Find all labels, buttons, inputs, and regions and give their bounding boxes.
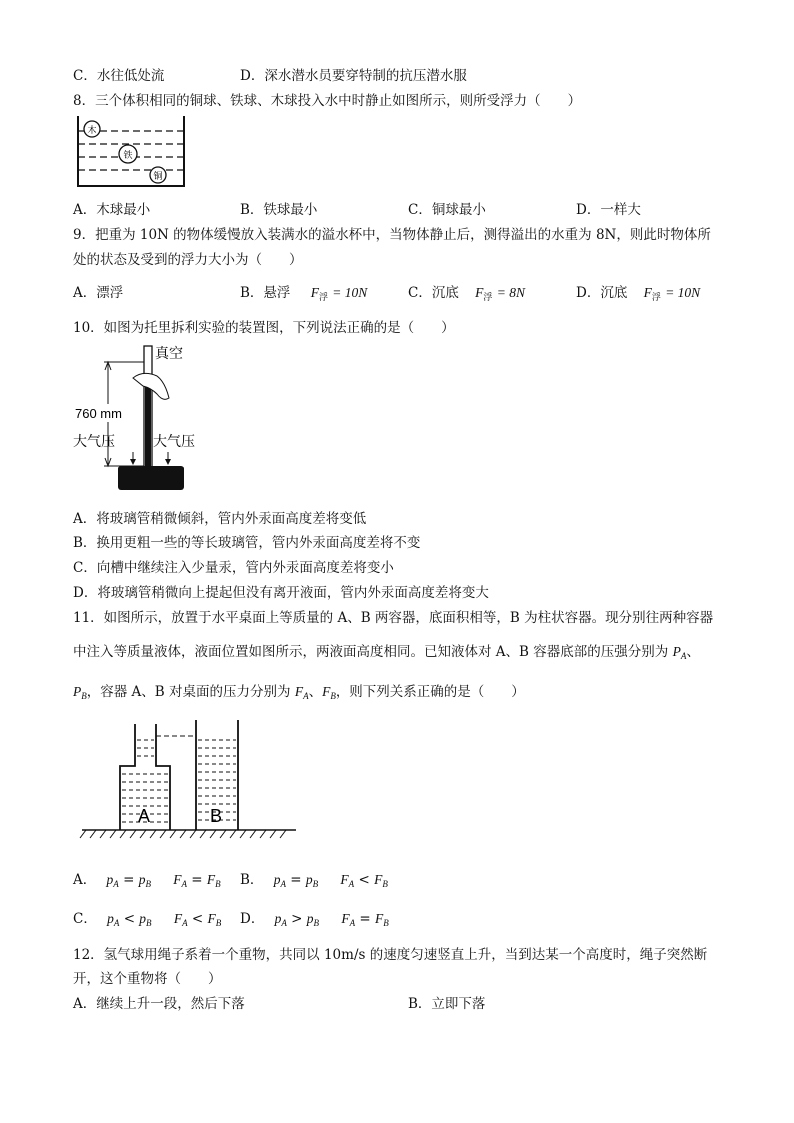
q11-option-c: C． $p_A < p_B$ $F_A < F_B$ [73,911,222,928]
q8-option-d: D．一样大 [576,202,641,218]
q8-option-a: A．木球最小 [73,202,151,218]
q11-option-d: D． $p_A > p_B$ $F_A = F_B$ [240,911,389,928]
q8-copper-ball-label: 铜 [153,172,163,182]
atm-right-label: 大气压 [153,433,195,449]
q11-option-a: A． $p_A = p_B$ $F_A = F_B$ [73,872,221,889]
q10-option-a: A．将玻璃管稍微倾斜，管内外汞面高度差将变低 [73,511,367,527]
vacuum-label: 真空 [155,345,183,361]
q10-option-d: D．将玻璃管稍微向上提起但没有离开液面，管内外汞面高度差将变大 [73,585,489,601]
height-label: 760 mm [75,406,122,421]
container-a-label: A [138,806,151,826]
q8-wood-ball-label: 木 [87,126,97,136]
q9-stem-line2: 处的状态及受到的浮力大小为（ ） [73,252,303,268]
q12-stem-line2: 开，这个重物将（ ） [73,971,222,987]
q11-stem-line1: 11．如图所示，放置于水平桌面上等质量的 A、B 两容器，底面积相等，B 为柱状容器。现分别往两种容器 [73,610,714,626]
q9-option-b: B．悬浮 $F_浮 = 10N$ [240,285,368,303]
q9-stem-line1: 9．把重为 10N 的物体缓慢放入装满水的溢水杯中，当物体静止后，测得溢出的水重为 8N，则此时物体所 [73,227,711,243]
q10-option-b: B．换用更粗一些的等长玻璃管，管内外汞面高度差将不变 [73,535,421,551]
q11-containers-figure [80,718,300,843]
q9-option-a: A．漂浮 [73,285,124,301]
q12-option-b: B．立即下落 [408,996,486,1012]
q10-stem: 10．如图为托里拆利实验的装置图，下列说法正确的是（ ） [73,320,455,336]
q7-option-d: D．深水潜水员要穿特制的抗压潜水服 [240,68,467,84]
q8-stem: 8．三个体积相同的铜球、铁球、木球投入水中时静止如图所示，则所受浮力（ ） [73,93,582,109]
q11-stem-line2: 中注入等质量液体，液面位置如图所示，两液面高度相同。已知液体对 A、B 容器底部的压强分别为 $P_A$、 [73,644,700,661]
q10-torricelli-figure [73,340,203,495]
q7-option-c: C．水往低处流 [73,68,165,84]
q9-option-d: D．沉底 $F_浮 = 10N$ [576,285,701,303]
q8-iron-ball-label: 铁 [123,151,133,161]
q12-stem-line1: 12．氢气球用绳子系着一个重物，共同以 10m/s 的速度匀速竖直上升，当到达某一个高度时，绳子突然断 [73,947,708,963]
q8-beaker-figure [76,114,188,190]
container-b-label: B [210,806,223,826]
q9-option-c: C．沉底 $F_浮 = 8N$ [408,285,525,303]
atm-left-label: 大气压 [73,433,115,449]
q8-option-b: B．铁球最小 [240,202,318,218]
q12-option-a: A．继续上升一段，然后下落 [73,996,245,1012]
q10-option-c: C．向槽中继续注入少量汞，管内外汞面高度差将变小 [73,560,394,576]
q11-option-b: B． $p_A = p_B$ $F_A < F_B$ [240,872,388,889]
q11-stem-line3: $P_B$，容器 A、B 对桌面的压力分别为 $F_A$、$F_B$，则下列关系正确的是（ ） [73,684,525,701]
q8-option-c: C．铜球最小 [408,202,486,218]
